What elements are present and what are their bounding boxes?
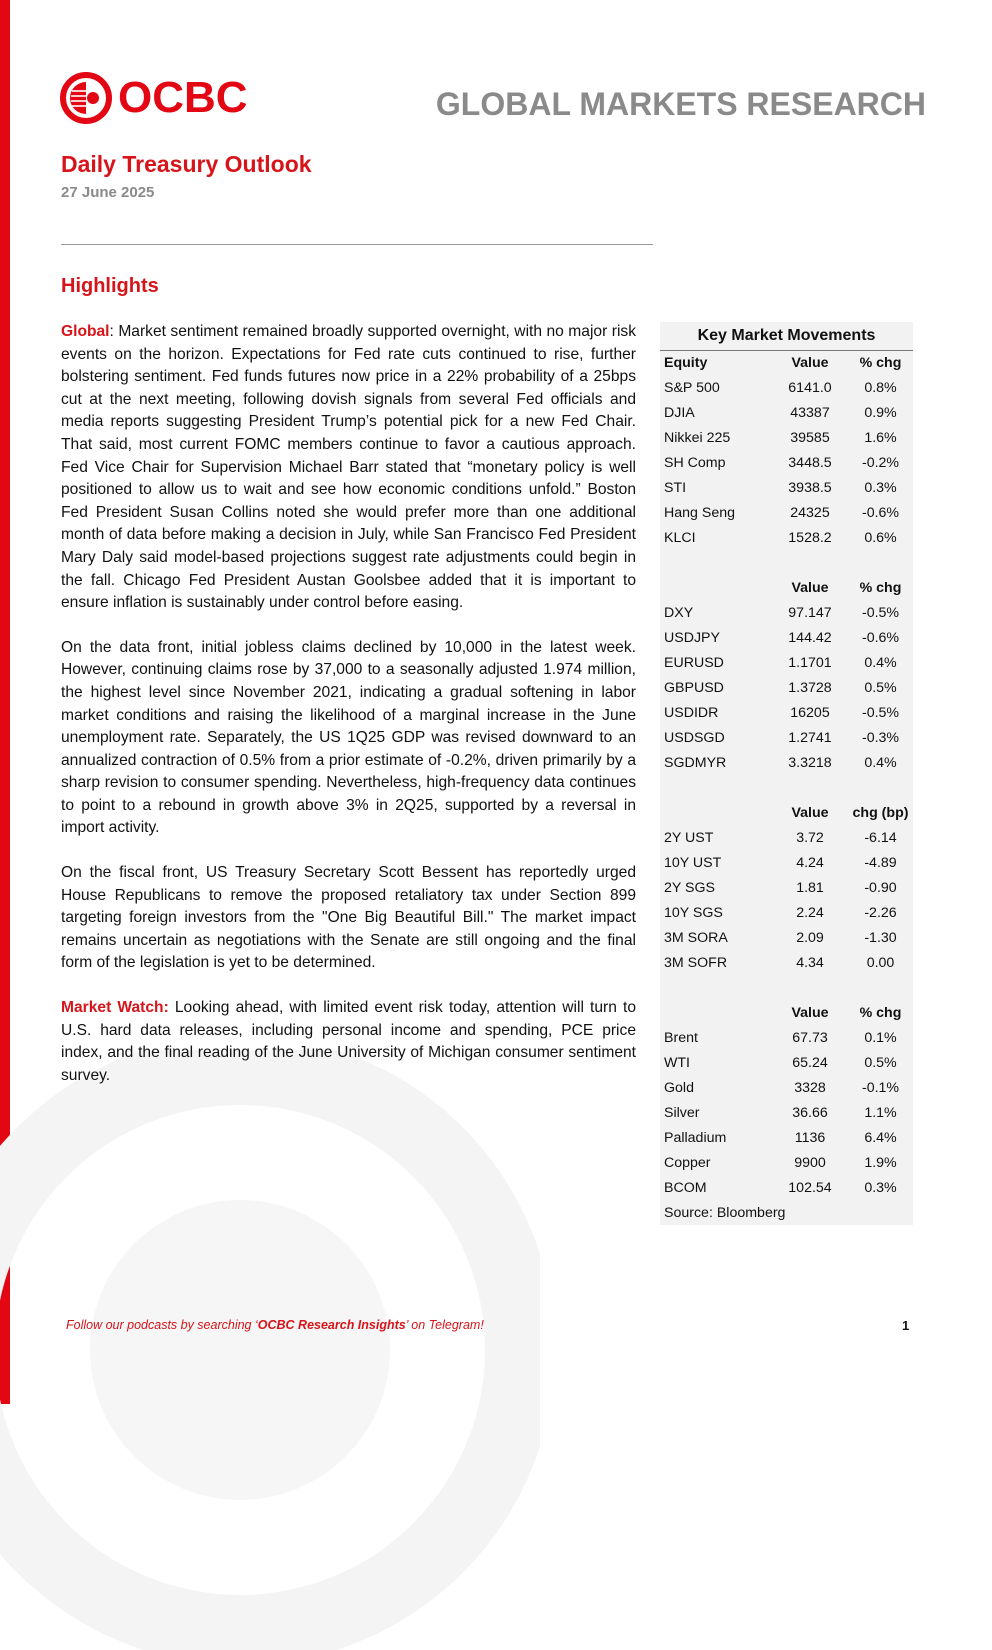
table-row [660, 601, 913, 626]
page-number: 1 [902, 1318, 910, 1333]
instrument-value: 2.24 [796, 905, 824, 921]
table-row [660, 676, 913, 701]
instrument-value: 43387 [790, 405, 830, 421]
instrument-change: 0.00 [866, 955, 895, 971]
table-row [660, 401, 913, 426]
instrument-name: Brent [664, 1030, 698, 1046]
instrument-name: 10Y UST [664, 855, 722, 871]
footer-suffix: ’ on Telegram! [405, 1318, 484, 1332]
instrument-change: -4.89 [864, 855, 897, 871]
market-watch-lead: Market Watch: [61, 999, 169, 1017]
instrument-value: 1.3728 [788, 680, 832, 696]
instrument-change: -0.6% [861, 630, 900, 646]
instrument-change: -0.5% [861, 605, 900, 621]
document-date: 27 June 2025 [61, 184, 155, 201]
highlights-heading: Highlights [61, 275, 159, 297]
instrument-name: USDIDR [664, 705, 719, 721]
table-row [660, 1026, 913, 1051]
market-table-source: Source: Bloomberg [664, 1205, 786, 1221]
table-row [660, 376, 913, 401]
table-row [660, 926, 913, 951]
fiscal-front-paragraph: On the fiscal front, US Treasury Secretary Scott Bessent has reportedly urged House Republicans to remove the proposed retaliatory tax under Section 899 targeting foreign investors from the "One Big Beautiful Bill." The market impact remains uncertain as negotiations with the Senate are still ongoing and the final form of the legislation is yet to be determined. [61, 864, 636, 972]
instrument-name: 3M SORA [664, 930, 728, 946]
instrument-change: 6.4% [864, 1130, 897, 1146]
table-row [660, 476, 913, 501]
table-row [660, 826, 913, 851]
column-header: Value [791, 1005, 829, 1021]
table-row [660, 526, 913, 551]
instrument-change: -2.26 [864, 905, 897, 921]
instrument-change: 0.6% [864, 530, 897, 546]
market-watch-paragraph [61, 997, 636, 1087]
global-paragraph [61, 321, 636, 615]
table-row [660, 451, 913, 476]
highlights-body [61, 321, 636, 1109]
table-row [660, 501, 913, 526]
table-row [660, 1076, 913, 1101]
report-series-title: GLOBAL MARKETS RESEARCH [435, 86, 926, 122]
table-row [660, 701, 913, 726]
instrument-value: 36.66 [792, 1105, 828, 1121]
instrument-name: GBPUSD [664, 680, 724, 696]
table-row [660, 726, 913, 751]
table-spacer [660, 551, 913, 576]
instrument-value: 3.72 [796, 830, 824, 846]
footer-highlight: OCBC Research Insights [257, 1318, 406, 1332]
table-row [660, 876, 913, 901]
instrument-change: 0.9% [864, 405, 897, 421]
market-watch-text: Looking ahead, with limited event risk today, attention will turn to U.S. hard data releases, including personal income and spending, PCE price index, and the final reading of the June University of Michigan consumer sentiment survey. [61, 999, 636, 1084]
instrument-change: -1.30 [864, 930, 897, 946]
column-header: % chg [859, 1005, 902, 1021]
market-table-body [660, 351, 913, 1201]
instrument-change: 1.6% [864, 430, 897, 446]
instrument-value: 1.2741 [788, 730, 832, 746]
instrument-name: Hang Seng [664, 505, 735, 521]
instrument-change: 0.4% [864, 655, 897, 671]
ocbc-emblem-icon [60, 72, 112, 124]
instrument-value: 16205 [790, 705, 830, 721]
instrument-name: 3M SOFR [664, 955, 728, 971]
table-row [660, 1151, 913, 1176]
footer-podcast-note [66, 1318, 484, 1332]
instrument-change: -0.5% [861, 705, 900, 721]
table-row [660, 1126, 913, 1151]
column-header: Equity [664, 355, 708, 371]
instrument-value: 65.24 [792, 1055, 828, 1071]
column-header: Value [791, 355, 829, 371]
instrument-value: 2.09 [796, 930, 824, 946]
instrument-name: USDSGD [664, 730, 725, 746]
table-row [660, 951, 913, 976]
instrument-value: 4.24 [796, 855, 824, 871]
instrument-name: KLCI [664, 530, 696, 546]
instrument-value: 6141.0 [788, 380, 832, 396]
global-lead: Global [61, 323, 110, 340]
instrument-change: 0.4% [864, 755, 897, 771]
instrument-change: -0.6% [861, 505, 900, 521]
instrument-value: 3.3218 [788, 755, 832, 771]
table-spacer [660, 776, 913, 801]
instrument-change: -6.14 [864, 830, 897, 846]
table-row [660, 851, 913, 876]
instrument-name: 2Y UST [664, 830, 714, 846]
ocbc-wordmark: OCBC [118, 73, 248, 122]
global-text: : Market sentiment remained broadly supported overnight, with no major risk events on the horizon. Expectations for Fed rate cuts continued to rise, further bolstering sentiment. Fed funds futures now price in a 22% probability of a 25bps cut at the next meeting, following dovish signals from several Fed officials and media reports suggesting President Trump’s potential pick for a new Fed Chair. That said, most current FOMC members continue to favor a cautious approach. Fed Vice Chair for Supervision Michael Barr stated that “monetary policy is well positioned to allow us to wait and see how economic conditions unfold.” Boston Fed President Susan Collins noted she would prefer more than one additional month of data before making a decision in July, while San Francisco Fed President Mary Daly said model-based projections suggest rate adjustments could begin in the fall. Chicago Fed President Austan Goolsbee added that it is important to ensure inflation is sustainably under control before easing. [61, 323, 636, 612]
table-row [660, 426, 913, 451]
instrument-name: STI [664, 480, 687, 496]
instrument-name: BCOM [664, 1180, 707, 1196]
instrument-change: 0.5% [864, 1055, 897, 1071]
instrument-value: 3938.5 [788, 480, 832, 496]
column-header: Value [791, 805, 829, 821]
instrument-name: EURUSD [664, 655, 724, 671]
table-row [660, 626, 913, 651]
instrument-name: WTI [664, 1055, 690, 1071]
instrument-name: 10Y SGS [664, 905, 723, 921]
table-row [660, 1051, 913, 1076]
instrument-value: 4.34 [796, 955, 824, 971]
footer-prefix: Follow our podcasts by searching ‘ [66, 1318, 258, 1332]
instrument-value: 3328 [794, 1080, 826, 1096]
table-row [660, 1101, 913, 1126]
instrument-name: Copper [664, 1155, 711, 1171]
table-spacer [660, 976, 913, 1001]
instrument-name: DXY [664, 605, 694, 621]
instrument-name: Nikkei 225 [664, 430, 731, 446]
instrument-name: Gold [664, 1080, 694, 1096]
column-header: Value [791, 580, 829, 596]
instrument-change: 0.5% [864, 680, 897, 696]
instrument-value: 1528.2 [788, 530, 832, 546]
instrument-value: 1.81 [796, 880, 824, 896]
ocbc-logo [60, 72, 248, 124]
header-divider [61, 244, 653, 245]
instrument-change: 1.1% [864, 1105, 897, 1121]
document-title: Daily Treasury Outlook [61, 151, 312, 177]
instrument-value: 102.54 [788, 1180, 832, 1196]
instrument-value: 1136 [794, 1130, 826, 1146]
fx-header-row [660, 576, 913, 601]
data-front-paragraph: On the data front, initial jobless claims declined by 10,000 in the latest week. However, continuing claims rose by 37,000 to a seasonally adjusted 1.974 million, the highest level since November 2021, indicating a gradual softening in labor market conditions and raising the likelihood of a marginal increase in the June unemployment rate. Separately, the US 1Q25 GDP was revised downward to an annualized contraction of 0.5% from a prior estimate of -0.2%, driven primarily by a sharp revision to consumer spending. Nevertheless, high-frequency data continues to point to a rebound in growth above 3% in 2Q25, supported by a reversal in import activity. [61, 638, 636, 837]
column-header [660, 801, 772, 826]
instrument-name: Silver [664, 1105, 700, 1121]
market-table-title: Key Market Movements [660, 322, 913, 351]
equity-header-row [660, 351, 913, 376]
table-row [660, 751, 913, 776]
instrument-name: Palladium [664, 1130, 727, 1146]
instrument-change: -0.90 [864, 880, 897, 896]
table-row [660, 651, 913, 676]
key-market-movements-table [660, 322, 913, 1225]
instrument-name: S&P 500 [664, 380, 720, 396]
table-row [660, 1176, 913, 1201]
column-header [660, 1001, 772, 1026]
column-header: % chg [859, 355, 902, 371]
column-header: % chg [859, 580, 902, 596]
rates-header-row [660, 801, 913, 826]
instrument-value: 67.73 [792, 1030, 828, 1046]
instrument-change: -0.2% [861, 455, 900, 471]
instrument-name: DJIA [664, 405, 695, 421]
instrument-value: 97.147 [788, 605, 832, 621]
instrument-value: 24325 [790, 505, 830, 521]
instrument-change: 0.8% [864, 380, 897, 396]
instrument-change: 1.9% [864, 1155, 897, 1171]
instrument-value: 144.42 [788, 630, 832, 646]
instrument-change: -0.1% [861, 1080, 900, 1096]
column-header [660, 576, 772, 601]
instrument-name: USDJPY [664, 630, 720, 646]
instrument-value: 39585 [790, 430, 830, 446]
instrument-change: 0.3% [864, 480, 897, 496]
instrument-name: 2Y SGS [664, 880, 715, 896]
instrument-change: -0.3% [861, 730, 900, 746]
commodities-header-row [660, 1001, 913, 1026]
instrument-name: SGDMYR [664, 755, 727, 771]
ocbc-watermark-logo [0, 1050, 540, 1650]
instrument-value: 1.1701 [788, 655, 832, 671]
column-header: chg (bp) [852, 805, 909, 821]
table-row [660, 901, 913, 926]
instrument-value: 3448.5 [788, 455, 832, 471]
instrument-change: 0.1% [864, 1030, 897, 1046]
instrument-change: 0.3% [864, 1180, 897, 1196]
instrument-value: 9900 [794, 1155, 826, 1171]
instrument-name: SH Comp [664, 455, 726, 471]
